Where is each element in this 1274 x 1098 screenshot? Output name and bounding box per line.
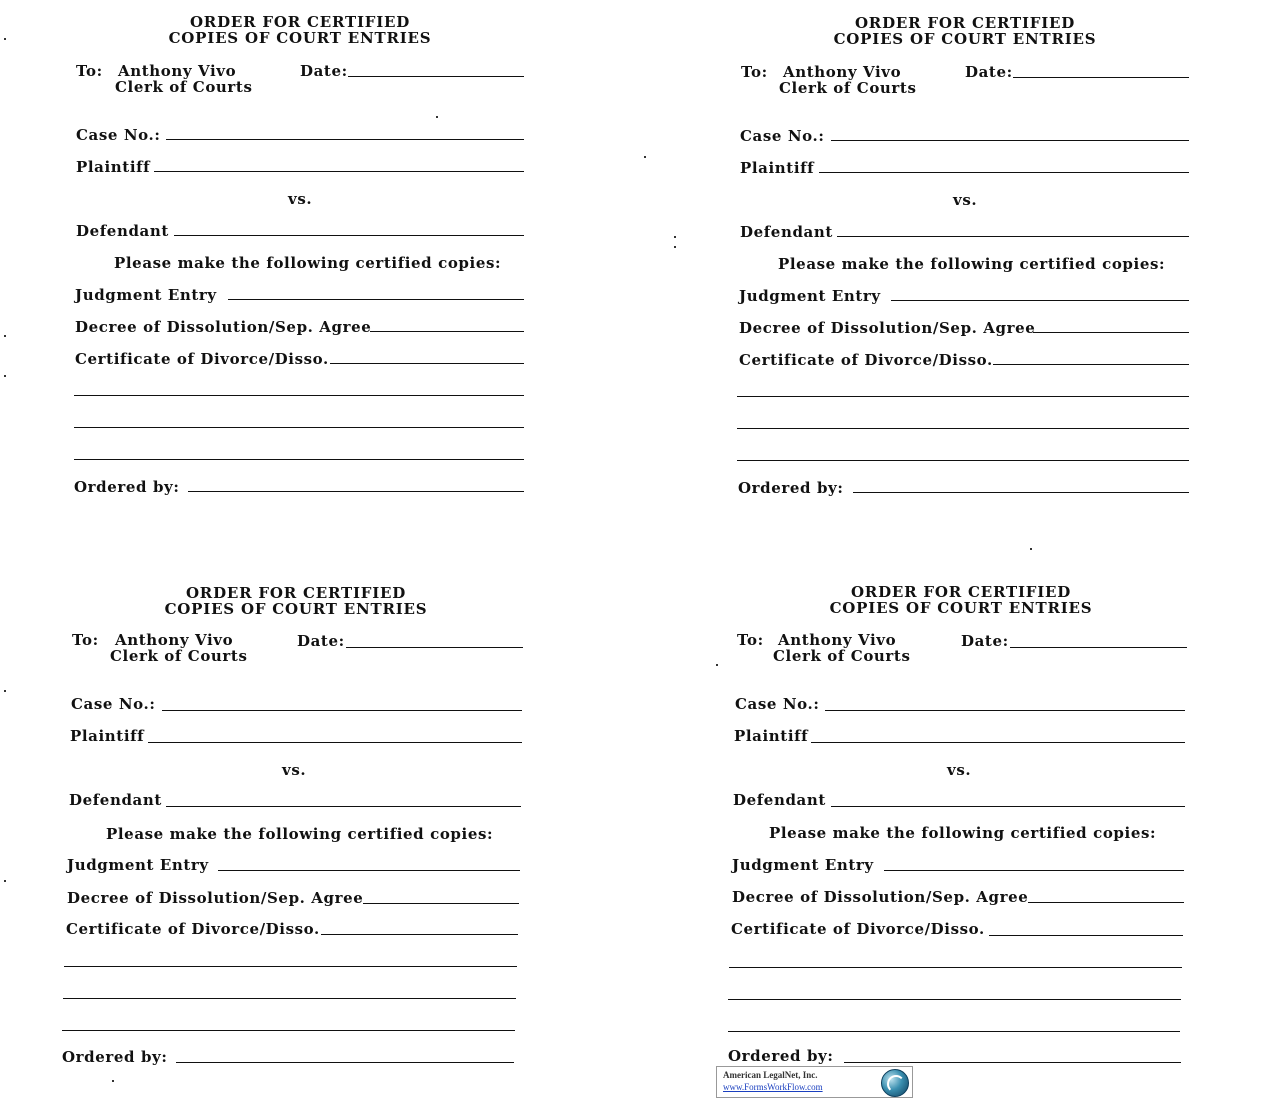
form-title-line2: COPIES OF COURT ENTRIES: [829, 599, 1093, 617]
certificate-field[interactable]: [330, 363, 524, 364]
scan-speck: [4, 880, 6, 882]
certificate-field[interactable]: [993, 364, 1189, 365]
form-title-line1: ORDER FOR CERTIFIED: [854, 14, 1076, 32]
defendant-label: Defendant: [733, 791, 826, 809]
clerk-name: Anthony Vivo: [778, 631, 897, 649]
form-title-line2: COPIES OF COURT ENTRIES: [164, 600, 428, 618]
date-label: Date:: [961, 632, 1009, 650]
certificate-field[interactable]: [989, 935, 1183, 936]
company-name: American LegalNet, Inc.: [723, 1070, 818, 1080]
order-form-top-right: [735, 13, 1195, 513]
order-form-bottom-right: [728, 583, 1191, 1083]
scan-speck: [112, 1080, 114, 1082]
decree-field[interactable]: [370, 331, 524, 332]
blank-line-1[interactable]: [737, 396, 1189, 397]
ordered-by-label: Ordered by:: [74, 478, 180, 496]
blank-line-3[interactable]: [728, 1031, 1180, 1032]
ordered-by-field[interactable]: [176, 1062, 514, 1063]
to-label: To:: [741, 63, 768, 81]
plaintiff-field[interactable]: [819, 172, 1189, 173]
blank-line-2[interactable]: [63, 998, 516, 999]
vs-label: vs.: [953, 191, 978, 209]
scan-speck: [716, 664, 718, 666]
decree-label: Decree of Dissolution/Sep. Agree: [67, 889, 364, 907]
scan-speck: [4, 335, 6, 337]
plaintiff-field[interactable]: [811, 742, 1185, 743]
judgment-entry-field[interactable]: [891, 300, 1189, 301]
decree-field[interactable]: [1033, 332, 1189, 333]
scan-speck: [674, 236, 676, 238]
defendant-field[interactable]: [174, 235, 524, 236]
certificate-label: Certificate of Divorce/Disso.: [731, 920, 985, 938]
ordered-by-label: Ordered by:: [62, 1048, 168, 1066]
to-label: To:: [76, 62, 103, 80]
certificate-field[interactable]: [321, 934, 518, 935]
date-label: Date:: [965, 63, 1013, 81]
certificate-label: Certificate of Divorce/Disso.: [75, 350, 329, 368]
judgment-entry-label: Judgment Entry: [739, 287, 881, 305]
defendant-field[interactable]: [831, 806, 1185, 807]
judgment-entry-field[interactable]: [884, 870, 1184, 871]
form-title-line2: COPIES OF COURT ENTRIES: [168, 29, 432, 47]
website-link[interactable]: www.FormsWorkFlow.com: [723, 1082, 823, 1092]
case-no-field[interactable]: [162, 710, 522, 711]
order-form-top-left: [70, 12, 530, 512]
certificate-label: Certificate of Divorce/Disso.: [66, 920, 320, 938]
plaintiff-label: Plaintiff: [740, 159, 815, 177]
globe-icon: [881, 1069, 909, 1097]
clerk-title: Clerk of Courts: [115, 78, 253, 96]
scan-speck: [4, 38, 6, 40]
plaintiff-label: Plaintiff: [76, 158, 151, 176]
form-title-line1: ORDER FOR CERTIFIED: [185, 584, 407, 602]
case-no-label: Case No.:: [740, 127, 825, 145]
form-title-line1: ORDER FOR CERTIFIED: [850, 583, 1072, 601]
order-form-bottom-left: [62, 583, 526, 1083]
blank-line-1[interactable]: [729, 967, 1182, 968]
to-label: To:: [737, 631, 764, 649]
to-label: To:: [72, 631, 99, 649]
ordered-by-field[interactable]: [844, 1062, 1181, 1063]
decree-field[interactable]: [1028, 902, 1184, 903]
decree-label: Decree of Dissolution/Sep. Agree: [75, 318, 372, 336]
case-no-label: Case No.:: [71, 695, 156, 713]
scan-speck: [644, 156, 646, 158]
clerk-name: Anthony Vivo: [783, 63, 902, 81]
date-field[interactable]: [1013, 77, 1189, 78]
scan-speck: [4, 375, 6, 377]
blank-line-1[interactable]: [64, 966, 517, 967]
instruction-text: Please make the following certified copies:: [778, 255, 1166, 273]
case-no-label: Case No.:: [735, 695, 820, 713]
instruction-text: Please make the following certified copies:: [769, 824, 1157, 842]
scan-speck: [1030, 548, 1032, 550]
judgment-entry-label: Judgment Entry: [67, 856, 209, 874]
clerk-title: Clerk of Courts: [110, 647, 248, 665]
decree-label: Decree of Dissolution/Sep. Agree: [739, 319, 1036, 337]
blank-line-1[interactable]: [74, 395, 524, 396]
judgment-entry-field[interactable]: [218, 870, 520, 871]
plaintiff-field[interactable]: [154, 171, 524, 172]
blank-line-3[interactable]: [737, 460, 1189, 461]
vs-label: vs.: [288, 190, 313, 208]
case-no-field[interactable]: [825, 710, 1185, 711]
plaintiff-label: Plaintiff: [70, 727, 145, 745]
defendant-label: Defendant: [69, 791, 162, 809]
clerk-name: Anthony Vivo: [115, 631, 234, 649]
date-field[interactable]: [346, 647, 523, 648]
ordered-by-label: Ordered by:: [738, 479, 844, 497]
judgment-entry-label: Judgment Entry: [732, 856, 874, 874]
scan-speck: [4, 690, 6, 692]
blank-line-2[interactable]: [728, 999, 1181, 1000]
defendant-field[interactable]: [166, 806, 521, 807]
clerk-title: Clerk of Courts: [779, 79, 917, 97]
blank-line-3[interactable]: [62, 1030, 515, 1031]
date-field[interactable]: [1010, 647, 1187, 648]
decree-field[interactable]: [363, 903, 519, 904]
date-label: Date:: [300, 62, 348, 80]
vs-label: vs.: [282, 761, 307, 779]
instruction-text: Please make the following certified copies:: [106, 825, 494, 843]
scan-speck: [436, 116, 438, 118]
blank-line-3[interactable]: [74, 459, 524, 460]
certificate-label: Certificate of Divorce/Disso.: [739, 351, 993, 369]
instruction-text: Please make the following certified copies:: [114, 254, 502, 272]
decree-label: Decree of Dissolution/Sep. Agree: [732, 888, 1029, 906]
clerk-title: Clerk of Courts: [773, 647, 911, 665]
defendant-label: Defendant: [740, 223, 833, 241]
case-no-label: Case No.:: [76, 126, 161, 144]
defendant-label: Defendant: [76, 222, 169, 240]
judgment-entry-label: Judgment Entry: [75, 286, 217, 304]
ordered-by-field[interactable]: [188, 491, 524, 492]
clerk-name: Anthony Vivo: [118, 62, 237, 80]
defendant-field[interactable]: [837, 236, 1189, 237]
form-title-line2: COPIES OF COURT ENTRIES: [833, 30, 1097, 48]
case-no-field[interactable]: [166, 139, 524, 140]
form-title-line1: ORDER FOR CERTIFIED: [189, 13, 411, 31]
plaintiff-field[interactable]: [148, 742, 522, 743]
plaintiff-label: Plaintiff: [734, 727, 809, 745]
blank-line-2[interactable]: [74, 427, 524, 428]
date-label: Date:: [297, 632, 345, 650]
judgment-entry-field[interactable]: [228, 299, 524, 300]
blank-line-2[interactable]: [737, 428, 1189, 429]
date-field[interactable]: [348, 76, 524, 77]
scan-speck: [674, 246, 676, 248]
ordered-by-label: Ordered by:: [728, 1047, 834, 1065]
case-no-field[interactable]: [831, 140, 1189, 141]
formsworkflow-logo[interactable]: [716, 1066, 913, 1098]
ordered-by-field[interactable]: [853, 492, 1189, 493]
vs-label: vs.: [947, 761, 972, 779]
